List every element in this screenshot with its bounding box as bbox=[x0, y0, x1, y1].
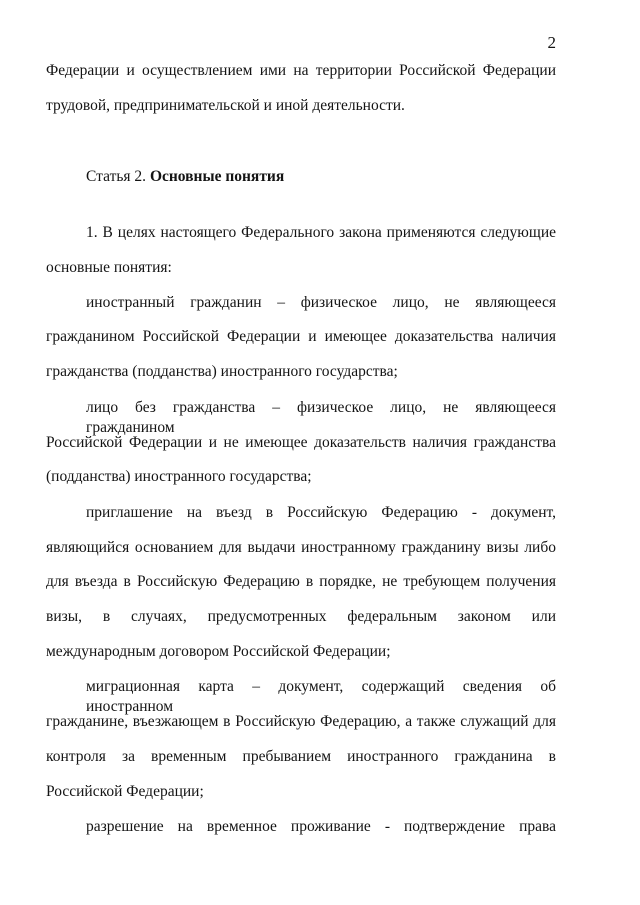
article-heading bbox=[86, 167, 556, 187]
intro-line-1: Федерации и осуществлением ими на территории Российской Федерации bbox=[46, 62, 556, 79]
clause1-line-1: 1. В целях настоящего Федерального закона применяются следующие bbox=[86, 224, 556, 241]
def-migration-card-line-4: Российской Федерации; bbox=[46, 783, 204, 800]
def-migration-card-line-3: контроля за временным пребыванием иностранного гражданина в bbox=[46, 748, 556, 765]
intro-line-2: трудовой, предпринимательской и иной деятельности. bbox=[46, 97, 405, 114]
page-number: 2 bbox=[547, 33, 556, 52]
article-prefix: Статья 2. bbox=[86, 168, 150, 185]
def-migration-card-line-2: гражданине, въезжающем в Российскую Федерацию, а также служащий для bbox=[46, 713, 556, 730]
def-invitation-line-3: для въезда в Российскую Федерацию в порядке, не требующем получения bbox=[46, 573, 556, 590]
def-temp-residence-line-1: разрешение на временное проживание - подтверждение права bbox=[86, 818, 556, 835]
def-stateless-line-3: (подданства) иностранного государства; bbox=[46, 468, 312, 485]
def-stateless-line-1: лицо без гражданства – физическое лицо, не являющееся гражданином bbox=[86, 399, 556, 436]
def-foreign-citizen-line-2: гражданином Российской Федерации и имеющее доказательства наличия bbox=[46, 328, 556, 345]
def-foreign-citizen-line-3: гражданства (подданства) иностранного государства; bbox=[46, 363, 398, 380]
article-title: Основные понятия bbox=[149, 168, 285, 185]
def-invitation-line-5: международным договором Российской Федерации; bbox=[46, 643, 391, 660]
def-invitation-line-4: визы, в случаях, предусмотренных федеральным законом или bbox=[46, 608, 556, 625]
def-migration-card-line-1: миграционная карта – документ, содержащий сведения об иностранном bbox=[86, 678, 556, 715]
def-foreign-citizen-line-1: иностранный гражданин – физическое лицо, не являющееся bbox=[86, 294, 556, 311]
clause1-line-2: основные понятия: bbox=[46, 259, 172, 276]
def-invitation-line-1: приглашение на въезд в Российскую Федерацию - документ, bbox=[86, 504, 556, 521]
def-invitation-line-2: являющийся основанием для выдачи иностранному гражданину визы либо bbox=[46, 539, 556, 556]
def-stateless-line-2: Российской Федерации и не имеющее доказательств наличия гражданства bbox=[46, 434, 556, 451]
